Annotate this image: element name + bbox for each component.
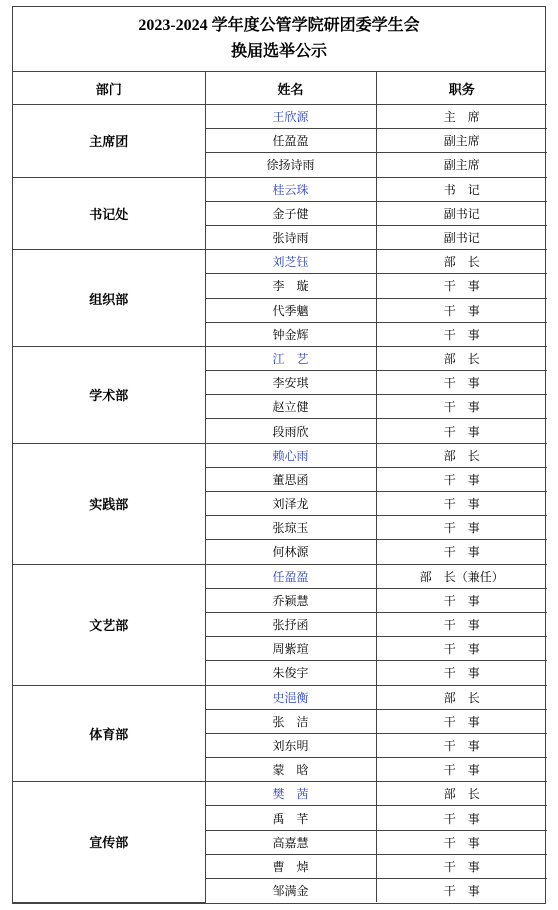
member-name-cell: 张抒函 xyxy=(205,612,376,636)
table-row xyxy=(13,250,547,274)
leader-name-cell: 刘芝钰 xyxy=(205,250,376,274)
department-cell: 书记处 xyxy=(13,177,205,250)
title-line-2: 换届选举公示 xyxy=(230,43,327,60)
position-cell: 干 事 xyxy=(376,806,547,830)
member-name-cell: 禹 芊 xyxy=(205,806,376,830)
position-cell: 副书记 xyxy=(376,201,547,225)
position-cell: 部 长（兼任） xyxy=(376,564,547,588)
member-name-cell: 张 洁 xyxy=(205,709,376,733)
member-name-cell: 刘东明 xyxy=(205,733,376,757)
position-cell: 部 长 xyxy=(376,250,547,274)
leader-name-cell: 任盈盈 xyxy=(205,564,376,588)
table-row xyxy=(13,346,547,370)
header-row xyxy=(13,72,547,105)
position-cell: 部 长 xyxy=(376,782,547,806)
position-cell: 干 事 xyxy=(376,661,547,685)
position-cell: 干 事 xyxy=(376,540,547,564)
table-row xyxy=(13,105,547,129)
member-name-cell: 钟金辉 xyxy=(205,322,376,346)
position-cell: 干 事 xyxy=(376,830,547,854)
column-header-department: 部门 xyxy=(13,72,205,105)
position-cell: 干 事 xyxy=(376,733,547,757)
position-cell: 干 事 xyxy=(376,419,547,443)
member-name-cell: 董思函 xyxy=(205,467,376,491)
position-cell: 干 事 xyxy=(376,322,547,346)
table-row xyxy=(13,177,547,201)
member-name-cell: 金子健 xyxy=(205,201,376,225)
roster-table xyxy=(13,72,547,903)
position-cell: 干 事 xyxy=(376,854,547,878)
member-name-cell: 张琼玉 xyxy=(205,516,376,540)
position-cell: 干 事 xyxy=(376,516,547,540)
leader-name-cell: 王欣源 xyxy=(205,105,376,129)
member-name-cell: 朱俊宇 xyxy=(205,661,376,685)
title-line-1: 2023-2024 学年度公管学院研团委学生会 xyxy=(138,17,420,34)
position-cell: 书 记 xyxy=(376,177,547,201)
member-name-cell: 段雨欣 xyxy=(205,419,376,443)
department-cell: 主席团 xyxy=(13,105,205,178)
position-cell: 干 事 xyxy=(376,395,547,419)
member-name-cell: 乔颖慧 xyxy=(205,588,376,612)
department-cell: 组织部 xyxy=(13,250,205,347)
leader-name-cell: 史浥衡 xyxy=(205,685,376,709)
member-name-cell: 任盈盈 xyxy=(205,129,376,153)
member-name-cell: 李 璇 xyxy=(205,274,376,298)
position-cell: 部 长 xyxy=(376,443,547,467)
position-cell: 干 事 xyxy=(376,492,547,516)
position-cell: 干 事 xyxy=(376,298,547,322)
position-cell: 干 事 xyxy=(376,274,547,298)
position-cell: 干 事 xyxy=(376,709,547,733)
position-cell: 副主席 xyxy=(376,129,547,153)
department-cell: 实践部 xyxy=(13,443,205,564)
position-cell: 部 长 xyxy=(376,685,547,709)
position-cell: 干 事 xyxy=(376,371,547,395)
roster-body xyxy=(13,105,547,903)
position-cell: 干 事 xyxy=(376,758,547,782)
announcement-sheet xyxy=(12,6,546,904)
column-header-name: 姓名 xyxy=(205,72,376,105)
leader-name-cell: 赖心雨 xyxy=(205,443,376,467)
department-cell: 学术部 xyxy=(13,346,205,443)
table-row xyxy=(13,564,547,588)
table-row xyxy=(13,443,547,467)
position-cell: 干 事 xyxy=(376,467,547,491)
position-cell: 部 长 xyxy=(376,346,547,370)
position-cell: 干 事 xyxy=(376,588,547,612)
member-name-cell: 刘泽龙 xyxy=(205,492,376,516)
position-cell: 副书记 xyxy=(376,225,547,249)
table-row xyxy=(13,685,547,709)
position-cell: 干 事 xyxy=(376,879,547,903)
member-name-cell: 蒙 晗 xyxy=(205,758,376,782)
department-cell: 文艺部 xyxy=(13,564,205,685)
member-name-cell: 徐扬诗雨 xyxy=(205,153,376,177)
position-cell: 干 事 xyxy=(376,612,547,636)
table-row xyxy=(13,782,547,806)
column-header-position: 职务 xyxy=(376,72,547,105)
position-cell: 主 席 xyxy=(376,105,547,129)
member-name-cell: 何林源 xyxy=(205,540,376,564)
member-name-cell: 代季魑 xyxy=(205,298,376,322)
member-name-cell: 曹 焯 xyxy=(205,854,376,878)
member-name-cell: 高嘉慧 xyxy=(205,830,376,854)
department-cell: 宣传部 xyxy=(13,782,205,902)
department-cell: 体育部 xyxy=(13,685,205,782)
leader-name-cell: 江 艺 xyxy=(205,346,376,370)
position-cell: 副主席 xyxy=(376,153,547,177)
member-name-cell: 邹满金 xyxy=(205,879,376,903)
leader-name-cell: 桂云珠 xyxy=(205,177,376,201)
member-name-cell: 赵立健 xyxy=(205,395,376,419)
member-name-cell: 李安琪 xyxy=(205,371,376,395)
position-cell: 干 事 xyxy=(376,637,547,661)
member-name-cell: 周紫瑄 xyxy=(205,637,376,661)
document-title xyxy=(13,7,545,72)
member-name-cell: 张诗雨 xyxy=(205,225,376,249)
leader-name-cell: 樊 茜 xyxy=(205,782,376,806)
